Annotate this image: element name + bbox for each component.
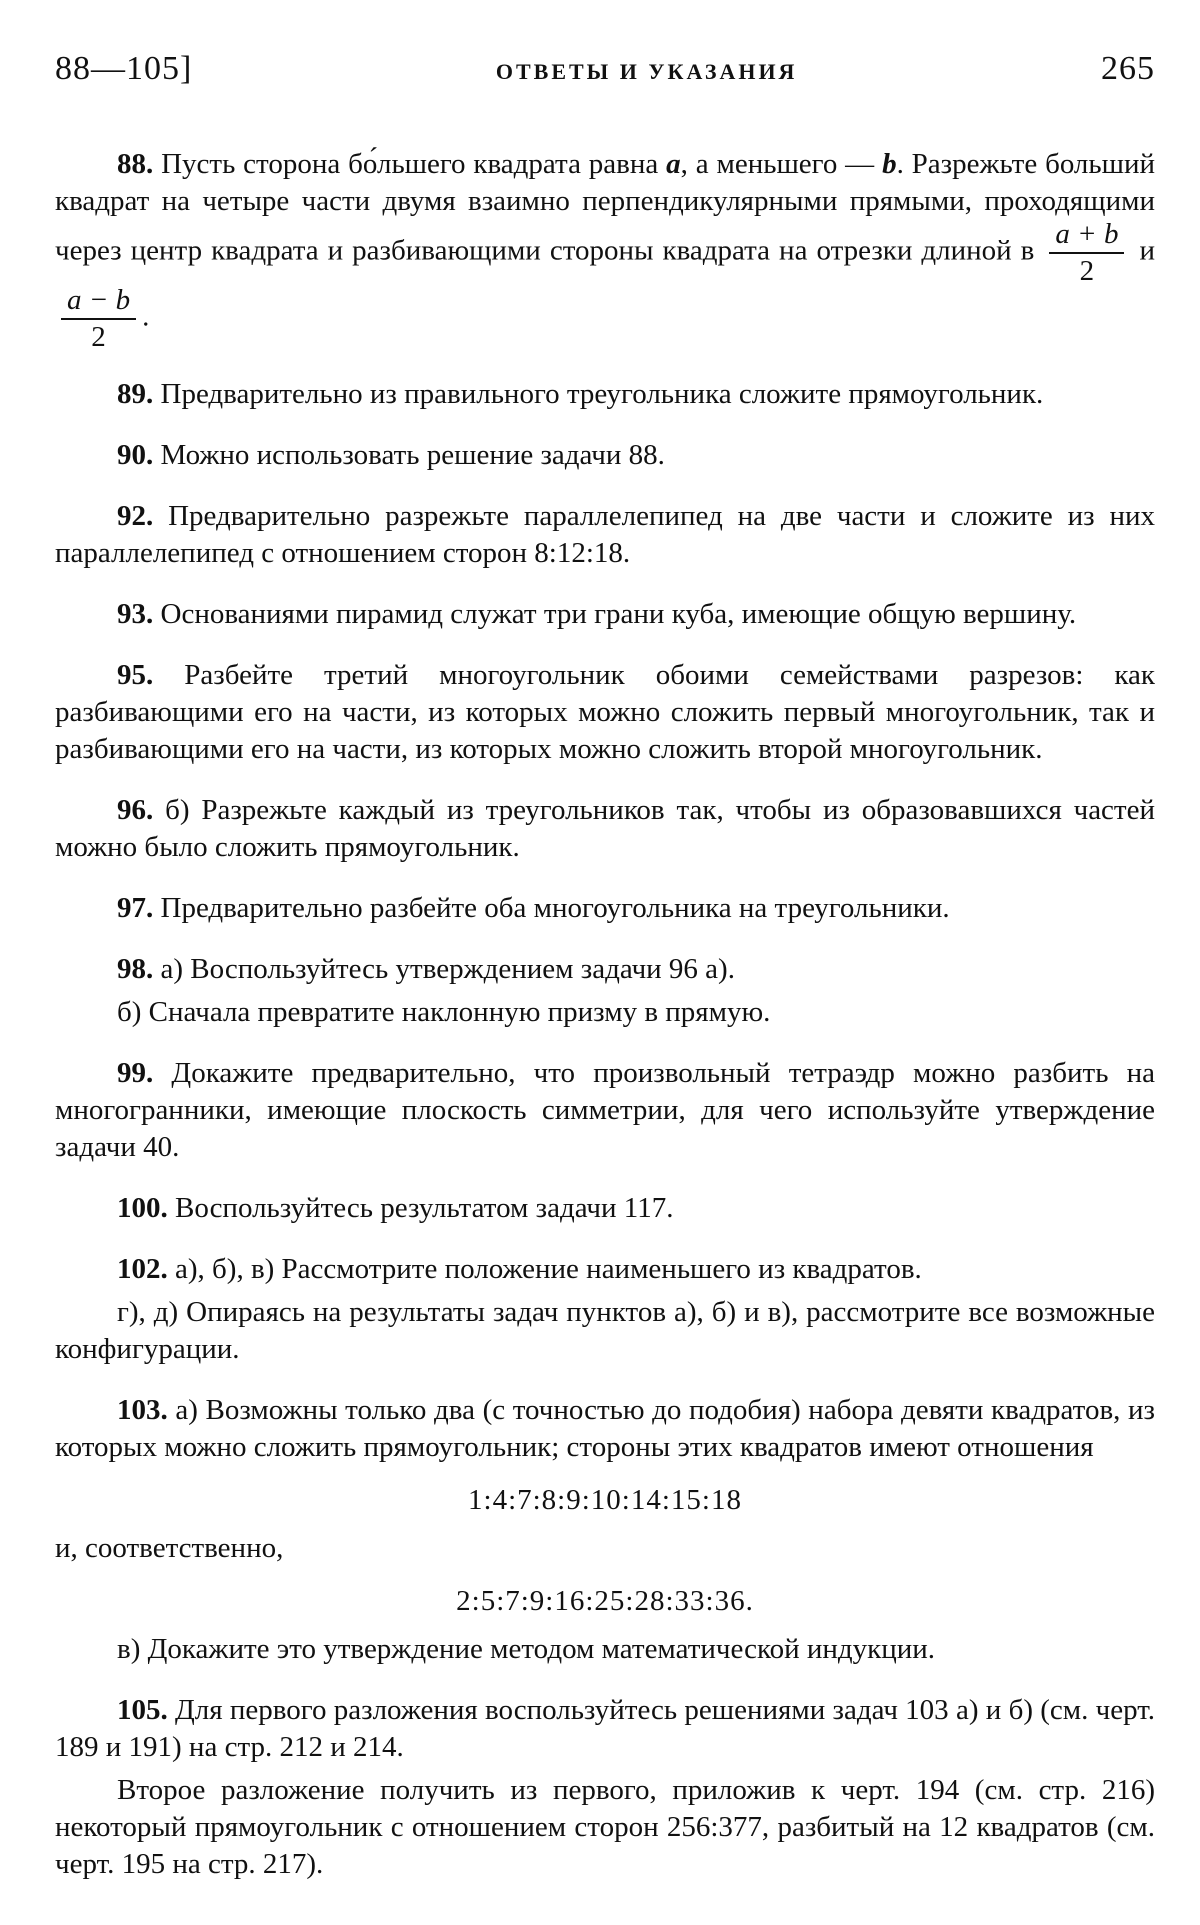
problem-number: 89.: [117, 378, 154, 410]
answer-93: [55, 596, 1155, 633]
answer-text: Основаниями пирамид служат три грани куба, имеющие общую вершину.: [153, 598, 1077, 630]
problem-number: 95.: [117, 659, 154, 691]
answer-text: Можно использовать решение задачи 88.: [153, 439, 665, 471]
answer-text: Предварительно разрежьте параллелепипед на две части и сложите из них параллелепипед с отношением сторон 8:12:18.: [55, 500, 1155, 569]
answer-88: [55, 146, 1155, 352]
answer-92: [55, 498, 1155, 572]
answer-text: б) Разрежьте каждый из треугольников так, чтобы из образовавшихся частей можно было сложить прямоугольник.: [55, 794, 1155, 863]
problem-number: 105.: [117, 1694, 168, 1726]
problem-number: 97.: [117, 892, 154, 924]
header-title: ОТВЕТЫ И УКАЗАНИЯ: [495, 59, 798, 84]
fraction-numerator: a − b: [61, 286, 136, 320]
answer-text: . Разрежьте больший квадрат на четыре части двумя взаимно перпендикулярными прямыми, проходящими через центр квадрата и разбивающими стороны квадрата на отрезки длиной в: [55, 148, 1156, 267]
answer-105: [55, 1692, 1155, 1766]
book-page: [55, 50, 1155, 1907]
fraction-denominator: 2: [91, 321, 106, 353]
answer-102-part-g: [55, 1294, 1155, 1368]
problem-number: 99.: [117, 1057, 154, 1089]
answer-103-part-v: [55, 1631, 1155, 1668]
problem-number: 90.: [117, 439, 154, 471]
answer-text: и, соответственно,: [55, 1532, 284, 1564]
answer-97: [55, 890, 1155, 927]
fraction-sum: [1049, 220, 1124, 286]
answer-text: Воспользуйтесь результатом задачи 117.: [167, 1192, 674, 1224]
header-range: 88—105]: [55, 50, 193, 87]
fraction-denominator: 2: [1079, 255, 1095, 287]
problem-number: 88.: [117, 148, 154, 180]
problem-number: 100.: [117, 1192, 168, 1224]
answer-98-part-b: [55, 994, 1155, 1031]
fraction-difference: [61, 286, 136, 352]
answer-text: в) Докажите это утверждение методом математической индукции.: [117, 1633, 936, 1665]
answer-96: [55, 792, 1155, 866]
answer-text: а) Возможны только два (с точностью до подобия) набора девяти квадратов, из которых можно сложить прямоугольник; стороны этих квадратов имеют отношения: [55, 1394, 1155, 1463]
answer-89: [55, 376, 1155, 413]
answer-text: а) Воспользуйтесь утверждением задачи 96 а).: [153, 953, 735, 985]
answer-102: [55, 1251, 1155, 1288]
problem-number: 98.: [117, 953, 154, 985]
answer-text: Для первого разложения воспользуйтесь решениями задач 103 а) и б) (см. черт. 189 и 191) на стр. 212 и 214.: [55, 1694, 1155, 1763]
ratio-formula-2: 2:5:7:9:16:25:28:33:36.: [456, 1585, 754, 1617]
answer-103: [55, 1392, 1155, 1466]
problem-number: 102.: [117, 1253, 168, 1285]
answer-text: Предварительно разбейте оба многоугольника на треугольники.: [153, 892, 950, 924]
answer-text: Пусть сторона бо́льшего квадрата равна: [153, 148, 667, 180]
answer-95: [55, 657, 1155, 768]
answer-99: [55, 1055, 1155, 1166]
variable-a: a: [666, 148, 681, 180]
running-header: [55, 50, 1155, 106]
problem-number: 93.: [117, 598, 154, 630]
problem-number: 103.: [117, 1394, 168, 1426]
answer-text: а), б), в) Рассмотрите положение наименьшего из квадратов.: [167, 1253, 922, 1285]
answer-90: [55, 437, 1155, 474]
answer-text: Разбейте третий многоугольник обоими семействами разрезов: как разбивающими его на части, из которых можно сложить первый многоугольник, так и разбивающими его на части, из которых можно сложить второй многоугольник.: [55, 659, 1155, 765]
answer-text: Докажите предварительно, что произвольный тетраэдр можно разбить на многогранники, имеющие плоскость симметрии, для чего используйте утверждение задачи 40.: [55, 1057, 1155, 1163]
fraction-numerator: a + b: [1049, 220, 1124, 254]
answer-text: б) Сначала превратите наклонную призму в прямую.: [117, 996, 771, 1028]
answer-98: [55, 951, 1155, 988]
answer-text: Второе разложение получить из первого, приложив к черт. 194 (см. стр. 216) некоторый прямоугольник с отношением сторон 256:377, разбитый на 12 квадратов (см. черт. 195 на стр. 217).: [55, 1774, 1155, 1880]
ratio-formula-1: 1:4:7:8:9:10:14:15:18: [468, 1484, 742, 1516]
answer-text: Предварительно из правильного треугольника сложите прямоугольник.: [153, 378, 1044, 410]
answer-100: [55, 1190, 1155, 1227]
answer-text: г), д) Опираясь на результаты задач пунктов а), б) и в), рассмотрите все возможные конфигурации.: [55, 1296, 1155, 1365]
answer-105-second: [55, 1772, 1155, 1883]
answer-text: и: [1130, 234, 1155, 267]
problem-number: 96.: [117, 794, 154, 826]
page-number: 265: [1101, 50, 1155, 87]
answer-text: , а меньшего —: [680, 148, 883, 180]
problem-number: 92.: [117, 500, 154, 532]
variable-b: b: [882, 148, 897, 180]
answer-text: .: [142, 300, 150, 333]
